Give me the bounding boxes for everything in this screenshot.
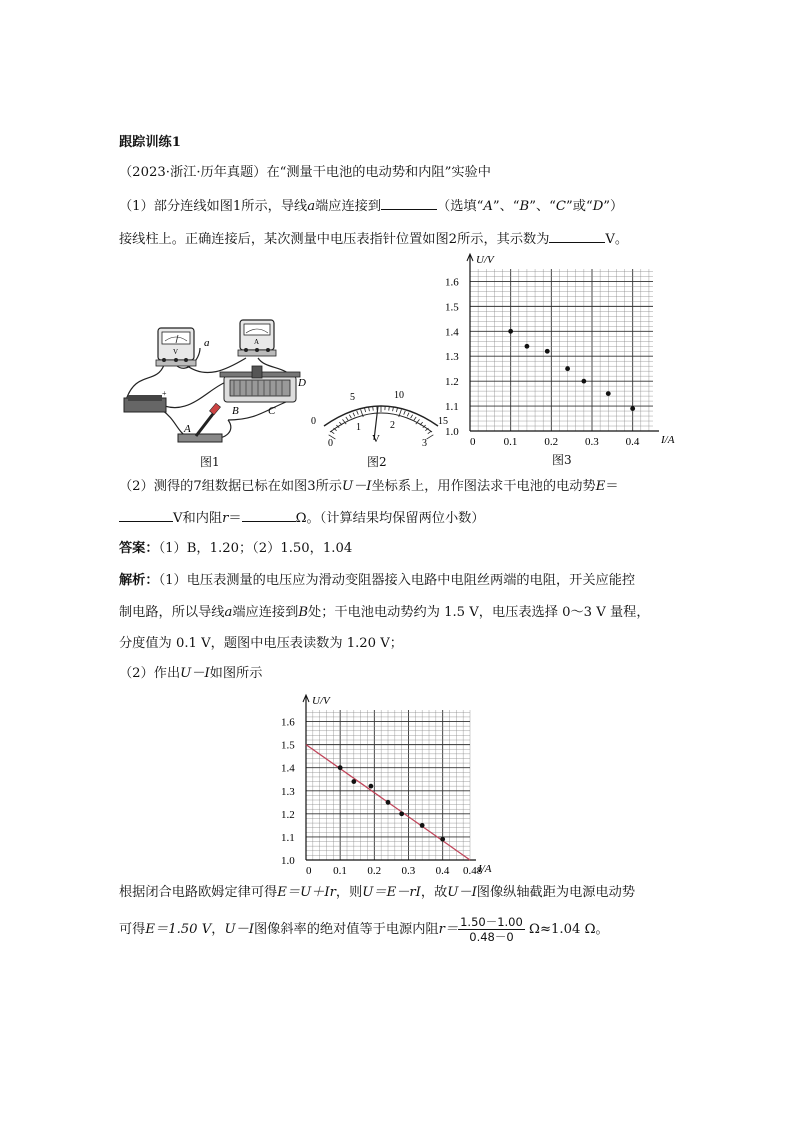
lower-tick-0: 0 [328, 438, 333, 449]
dial-tick [414, 417, 416, 420]
equation: U－I [224, 922, 254, 937]
y-tick-label: 1.1 [281, 831, 295, 844]
data-point [606, 391, 611, 396]
figure-1-circuit [116, 310, 316, 470]
fraction-denominator: 0.48－0 [469, 930, 514, 944]
y-tick-label: 1.3 [445, 351, 459, 364]
answer-blank[interactable] [381, 196, 437, 210]
question-source: （2023·浙江·历年真题）在“测量干电池的电动势和内阻”实验中 [119, 165, 491, 180]
data-point [565, 366, 570, 371]
q2-r: r [222, 511, 229, 526]
q1-text: 接线柱上。正确连接后，某次测量中电压表指针位置如图2所示，其示数为 [119, 232, 550, 247]
data-point [386, 800, 391, 805]
q1-text: （选填“ [437, 199, 484, 214]
data-point [440, 837, 445, 842]
conclusion-text: ， [211, 922, 225, 937]
data-point [369, 784, 374, 789]
dial-tick [411, 415, 413, 418]
dial-tick [428, 431, 431, 433]
figure-3-caption: 图3 [552, 453, 572, 467]
x-tick-label: 0.3 [585, 436, 599, 448]
x-tick-label: 0.48 [463, 865, 483, 877]
conclusion-text: 根据闭合电路欧姆定律可得 [119, 885, 278, 900]
analysis-text: 如图所示 [209, 666, 263, 681]
y-tick-label: 1.4 [281, 762, 295, 775]
resistance-fraction [458, 915, 525, 944]
conclusion-line-2 [119, 915, 609, 945]
q1-text: V。 [605, 232, 629, 247]
conclusion-text: ，故 [420, 885, 448, 900]
x-axis-label: I/A [661, 434, 675, 446]
equation: r＝ [438, 922, 459, 937]
question-1-line-2 [119, 229, 628, 250]
y-axis-label: U/V [476, 254, 494, 266]
label-A: A [184, 423, 191, 435]
label-C: C [268, 405, 276, 417]
q2-text: Ω。（计算结果均保留两位小数） [295, 511, 485, 526]
data-point [545, 349, 550, 354]
y-tick-label: 1.2 [445, 376, 459, 389]
dial-tick [407, 413, 409, 417]
answer-label: 答案： [119, 541, 159, 556]
x-tick-label: 0.2 [544, 436, 559, 448]
upper-tick-15: 15 [438, 416, 448, 427]
y-tick-label: 1.5 [445, 301, 459, 314]
y-tick-label: 1.2 [281, 808, 295, 821]
q1-text: （1）部分连线如图1所示，导线 [119, 199, 308, 214]
x-tick-label: 0 [470, 436, 476, 448]
y-tick-label: 1.0 [281, 855, 295, 867]
question-2-line-2 [119, 508, 485, 529]
q2-text: （2）测得的7组数据已标在如图3所示 [119, 479, 342, 494]
x-tick-label: 0.1 [333, 865, 347, 877]
conclusion-text: Ω≈1.04 Ω。 [529, 922, 609, 937]
conclusion-line-1 [119, 883, 635, 903]
dial-tick [404, 411, 406, 415]
option-b: B [519, 199, 530, 214]
y-axis-label: U/V [312, 695, 330, 707]
q2-text: ＝ [228, 511, 242, 526]
figure-2-voltmeter-scale [306, 380, 456, 452]
data-point [420, 823, 425, 828]
q2-text: V和内阻 [173, 511, 223, 526]
analysis-text: 端应连接到 [232, 605, 299, 620]
lower-tick-1: 1 [356, 422, 361, 433]
data-point [338, 765, 343, 770]
label-a: a [204, 337, 210, 349]
option-d: D [592, 199, 604, 214]
q1-text: ”、“ [492, 199, 520, 214]
section-heading: 跟踪训练1 [119, 135, 181, 150]
conclusion-text: 图像斜率的绝对值等于电源内阻 [253, 922, 439, 937]
data-point [525, 344, 530, 349]
dial-tick [365, 408, 366, 412]
lower-tick-2: 2 [390, 420, 395, 431]
unit-V: V [372, 433, 380, 445]
upper-tick-10: 10 [394, 390, 404, 401]
dial-tick [353, 413, 355, 417]
voltmeter-symbol: V [173, 348, 179, 356]
data-point [399, 811, 404, 816]
dial-tick [331, 431, 334, 433]
y-tick-label: 1.5 [281, 739, 295, 752]
dial-tick [357, 411, 359, 415]
analysis-text: 制电路，所以导线 [119, 605, 225, 620]
dial-tick [346, 417, 348, 420]
y-tick-label: 1.6 [445, 276, 459, 289]
q1-text: ”、“ [529, 199, 556, 214]
option-c: C [555, 199, 567, 214]
equation: U＝E－rI [362, 885, 421, 900]
analysis-line-4 [119, 664, 262, 684]
analysis-line-1 [119, 571, 635, 591]
q1-text: ”或“ [566, 199, 593, 214]
q2-text: ＝ [605, 479, 619, 494]
answer-blank[interactable] [119, 508, 173, 522]
dial-tick [373, 407, 374, 411]
x-tick-label: 0.4 [625, 436, 640, 448]
q1-text: ”） [603, 199, 624, 214]
q1-var-a: a [307, 199, 316, 214]
analysis-line-2 [119, 603, 650, 623]
figure-4-chart [276, 682, 516, 882]
x-axis-label: I/A [478, 863, 492, 875]
analysis-text: 处；干电池电动势约为 1.5 V，电压表选择 0～3 V 量程， [308, 605, 650, 620]
equation: E＝1.50 V [145, 922, 212, 937]
analysis-label: 解析： [119, 573, 159, 588]
analysis-line-3: 分度值为 0.1 V，题图中电压表读数为 1.20 V； [119, 636, 403, 651]
conclusion-text: 图像纵轴截距为电源电动势 [476, 885, 636, 900]
upper-tick-5: 5 [350, 392, 355, 403]
conclusion-text: ，则 [335, 885, 363, 900]
x-tick-label: 0.1 [503, 436, 518, 448]
q2-E: E [595, 479, 606, 494]
x-tick-label: 0.4 [435, 865, 450, 877]
plus-sign: + [162, 389, 167, 398]
q2-ui: U－I [341, 479, 372, 494]
label-B: B [232, 405, 239, 417]
dial-tick [396, 408, 397, 412]
y-tick-label: 1.3 [281, 785, 295, 798]
data-point [630, 406, 635, 411]
figure-2-caption: 图2 [367, 455, 387, 469]
y-tick-label: 1.4 [445, 326, 459, 339]
dial-tick [393, 407, 394, 411]
question-1-line-1 [119, 196, 623, 217]
analysis-var: B [298, 605, 309, 620]
y-tick-label: 1.0 [445, 426, 459, 438]
question-2-line-1 [119, 477, 619, 497]
lower-tick-3: 3 [422, 438, 427, 449]
x-tick-label: 0.2 [367, 865, 382, 877]
x-tick-label: 0.3 [401, 865, 416, 877]
analysis-ui: U－I [180, 666, 210, 681]
analysis-text: （2）作出 [119, 666, 181, 681]
answer-text: （1）B，1.20；（2）1.50，1.04 [158, 541, 353, 556]
dial-tick [349, 415, 351, 418]
data-point [351, 779, 356, 784]
answer-blank[interactable] [242, 508, 296, 522]
option-a: A [483, 199, 493, 214]
figure-3-chart [440, 250, 685, 465]
ammeter-symbol: A [254, 338, 260, 346]
answer-line [119, 539, 352, 559]
label-D: D [298, 377, 306, 389]
upper-tick-0: 0 [311, 416, 316, 427]
q2-text: 坐标系上，用作图法求干电池的电动势 [371, 479, 596, 494]
dial-tick [369, 407, 370, 411]
answer-blank[interactable] [549, 229, 605, 243]
equation: U－I [447, 885, 477, 900]
analysis-text: （1）电压表测量的电压应为滑动变阻器接入电路中电阻丝两端的电阻，开关应能控 [158, 573, 636, 588]
analysis-var: a [224, 605, 233, 620]
conclusion-text: 可得 [119, 922, 146, 937]
q1-text: 端应连接到 [315, 199, 382, 214]
x-tick-label: 0 [306, 865, 312, 877]
y-tick-label: 1.1 [445, 401, 459, 414]
figure-1-caption: 图1 [200, 455, 220, 469]
y-tick-label: 1.6 [281, 716, 295, 729]
data-point [581, 379, 586, 384]
dial-tick [389, 407, 390, 411]
equation: E＝U＋Ir [277, 885, 336, 900]
dial-tick [427, 435, 434, 439]
fraction-numerator: 1.50－1.00 [460, 915, 523, 929]
data-point [508, 329, 513, 334]
